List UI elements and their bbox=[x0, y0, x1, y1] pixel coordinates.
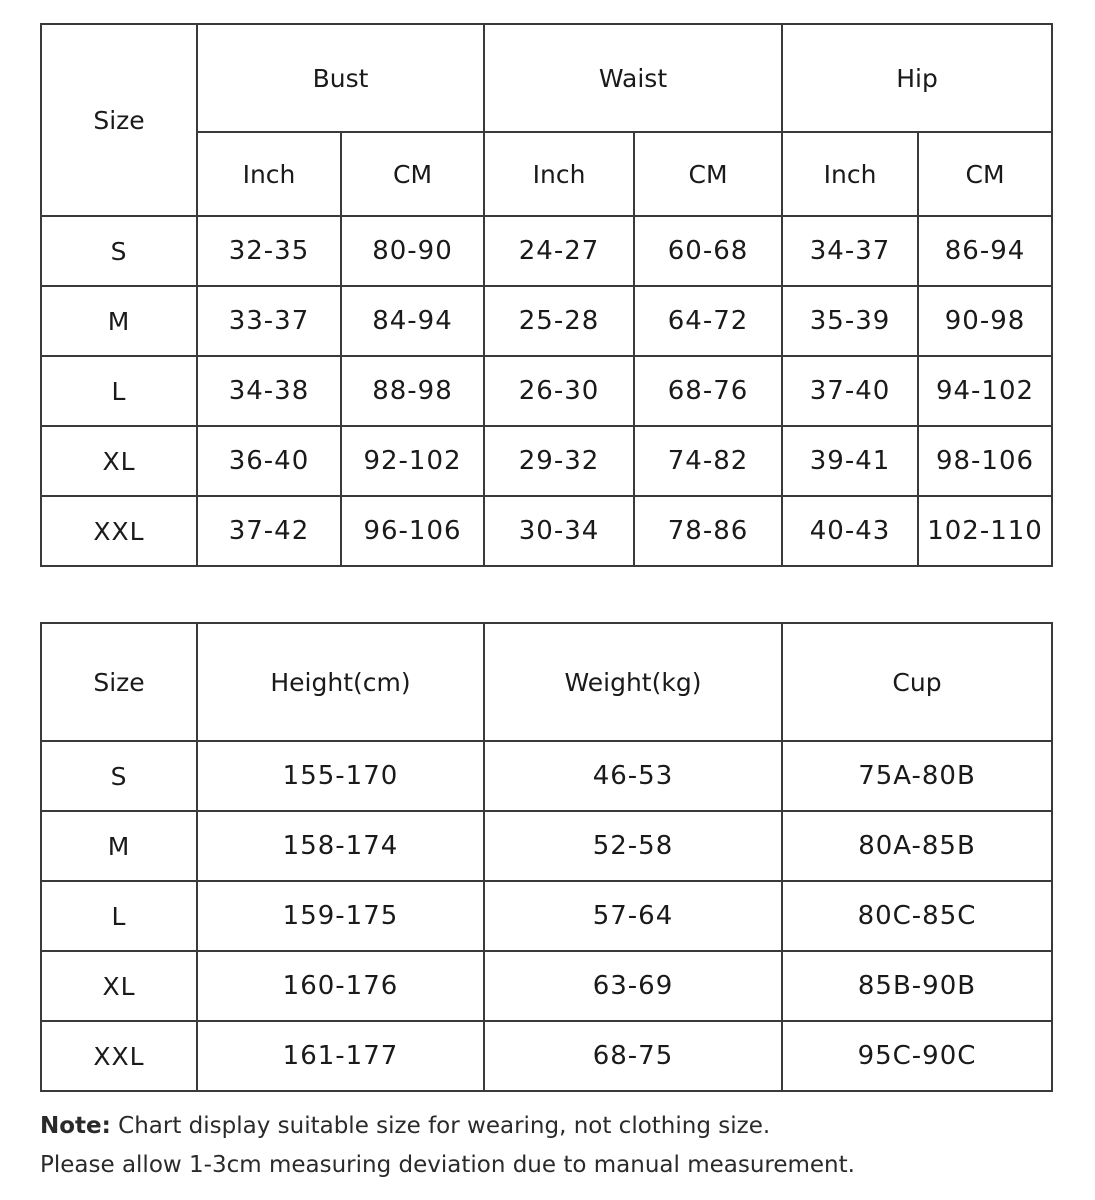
table-row bbox=[41, 1021, 1052, 1091]
hip-inch-cell: 37-40 bbox=[782, 356, 918, 426]
measurement-size-table bbox=[40, 23, 1053, 567]
waist-header: Waist bbox=[484, 24, 782, 132]
cup-cell: 75A-80B bbox=[782, 741, 1052, 811]
table-row bbox=[41, 286, 1052, 356]
size-cell: XXL bbox=[41, 496, 197, 566]
table-row bbox=[41, 216, 1052, 286]
table-row bbox=[41, 496, 1052, 566]
height-cell: 160-176 bbox=[197, 951, 484, 1021]
hip-cm-header: CM bbox=[918, 132, 1052, 216]
table-row bbox=[41, 951, 1052, 1021]
note-line-1 bbox=[40, 1113, 770, 1139]
table-row bbox=[41, 741, 1052, 811]
bust-header: Bust bbox=[197, 24, 484, 132]
waist-inch-cell: 29-32 bbox=[484, 426, 634, 496]
bust-cm-cell: 88-98 bbox=[341, 356, 484, 426]
bust-inch-cell: 37-42 bbox=[197, 496, 341, 566]
size-cell: L bbox=[41, 356, 197, 426]
bust-cm-cell: 96-106 bbox=[341, 496, 484, 566]
waist-inch-cell: 24-27 bbox=[484, 216, 634, 286]
size-cell: S bbox=[41, 216, 197, 286]
waist-cm-cell: 78-86 bbox=[634, 496, 782, 566]
waist-cm-header: CM bbox=[634, 132, 782, 216]
note-text: Chart display suitable size for wearing, not clothing size. bbox=[110, 1113, 771, 1139]
cup-column-header: Cup bbox=[782, 623, 1052, 741]
hip-inch-cell: 34-37 bbox=[782, 216, 918, 286]
waist-inch-cell: 30-34 bbox=[484, 496, 634, 566]
waist-inch-cell: 26-30 bbox=[484, 356, 634, 426]
size-cell: M bbox=[41, 811, 197, 881]
table-row bbox=[41, 356, 1052, 426]
waist-cm-cell: 74-82 bbox=[634, 426, 782, 496]
waist-inch-header: Inch bbox=[484, 132, 634, 216]
bust-cm-cell: 80-90 bbox=[341, 216, 484, 286]
height-column-header: Height(cm) bbox=[197, 623, 484, 741]
size-cell: XL bbox=[41, 951, 197, 1021]
size-column-header: Size bbox=[41, 24, 197, 216]
bust-cm-header: CM bbox=[341, 132, 484, 216]
note-line-2: Please allow 1-3cm measuring deviation due to manual measurement. bbox=[40, 1152, 855, 1178]
hip-cm-cell: 90-98 bbox=[918, 286, 1052, 356]
waist-cm-cell: 68-76 bbox=[634, 356, 782, 426]
bust-inch-cell: 34-38 bbox=[197, 356, 341, 426]
note-label: Note: bbox=[40, 1113, 111, 1139]
waist-cm-cell: 64-72 bbox=[634, 286, 782, 356]
body-size-table bbox=[40, 622, 1053, 1092]
height-cell: 155-170 bbox=[197, 741, 484, 811]
size-column-header: Size bbox=[41, 623, 197, 741]
weight-cell: 68-75 bbox=[484, 1021, 782, 1091]
size-cell: M bbox=[41, 286, 197, 356]
cup-cell: 85B-90B bbox=[782, 951, 1052, 1021]
size-cell: S bbox=[41, 741, 197, 811]
table-row bbox=[41, 881, 1052, 951]
size-cell: XL bbox=[41, 426, 197, 496]
bust-cm-cell: 92-102 bbox=[341, 426, 484, 496]
bust-inch-cell: 33-37 bbox=[197, 286, 341, 356]
bust-inch-header: Inch bbox=[197, 132, 341, 216]
waist-inch-cell: 25-28 bbox=[484, 286, 634, 356]
hip-cm-cell: 102-110 bbox=[918, 496, 1052, 566]
hip-cm-cell: 98-106 bbox=[918, 426, 1052, 496]
weight-cell: 57-64 bbox=[484, 881, 782, 951]
height-cell: 159-175 bbox=[197, 881, 484, 951]
cup-cell: 80A-85B bbox=[782, 811, 1052, 881]
weight-cell: 46-53 bbox=[484, 741, 782, 811]
hip-inch-cell: 35-39 bbox=[782, 286, 918, 356]
weight-column-header: Weight(kg) bbox=[484, 623, 782, 741]
cup-cell: 80C-85C bbox=[782, 881, 1052, 951]
hip-cm-cell: 86-94 bbox=[918, 216, 1052, 286]
bust-inch-cell: 32-35 bbox=[197, 216, 341, 286]
height-cell: 158-174 bbox=[197, 811, 484, 881]
hip-inch-header: Inch bbox=[782, 132, 918, 216]
size-cell: L bbox=[41, 881, 197, 951]
hip-inch-cell: 40-43 bbox=[782, 496, 918, 566]
weight-cell: 63-69 bbox=[484, 951, 782, 1021]
bust-inch-cell: 36-40 bbox=[197, 426, 341, 496]
weight-cell: 52-58 bbox=[484, 811, 782, 881]
hip-cm-cell: 94-102 bbox=[918, 356, 1052, 426]
table-row bbox=[41, 426, 1052, 496]
hip-inch-cell: 39-41 bbox=[782, 426, 918, 496]
waist-cm-cell: 60-68 bbox=[634, 216, 782, 286]
hip-header: Hip bbox=[782, 24, 1052, 132]
size-cell: XXL bbox=[41, 1021, 197, 1091]
cup-cell: 95C-90C bbox=[782, 1021, 1052, 1091]
bust-cm-cell: 84-94 bbox=[341, 286, 484, 356]
height-cell: 161-177 bbox=[197, 1021, 484, 1091]
table-row bbox=[41, 811, 1052, 881]
